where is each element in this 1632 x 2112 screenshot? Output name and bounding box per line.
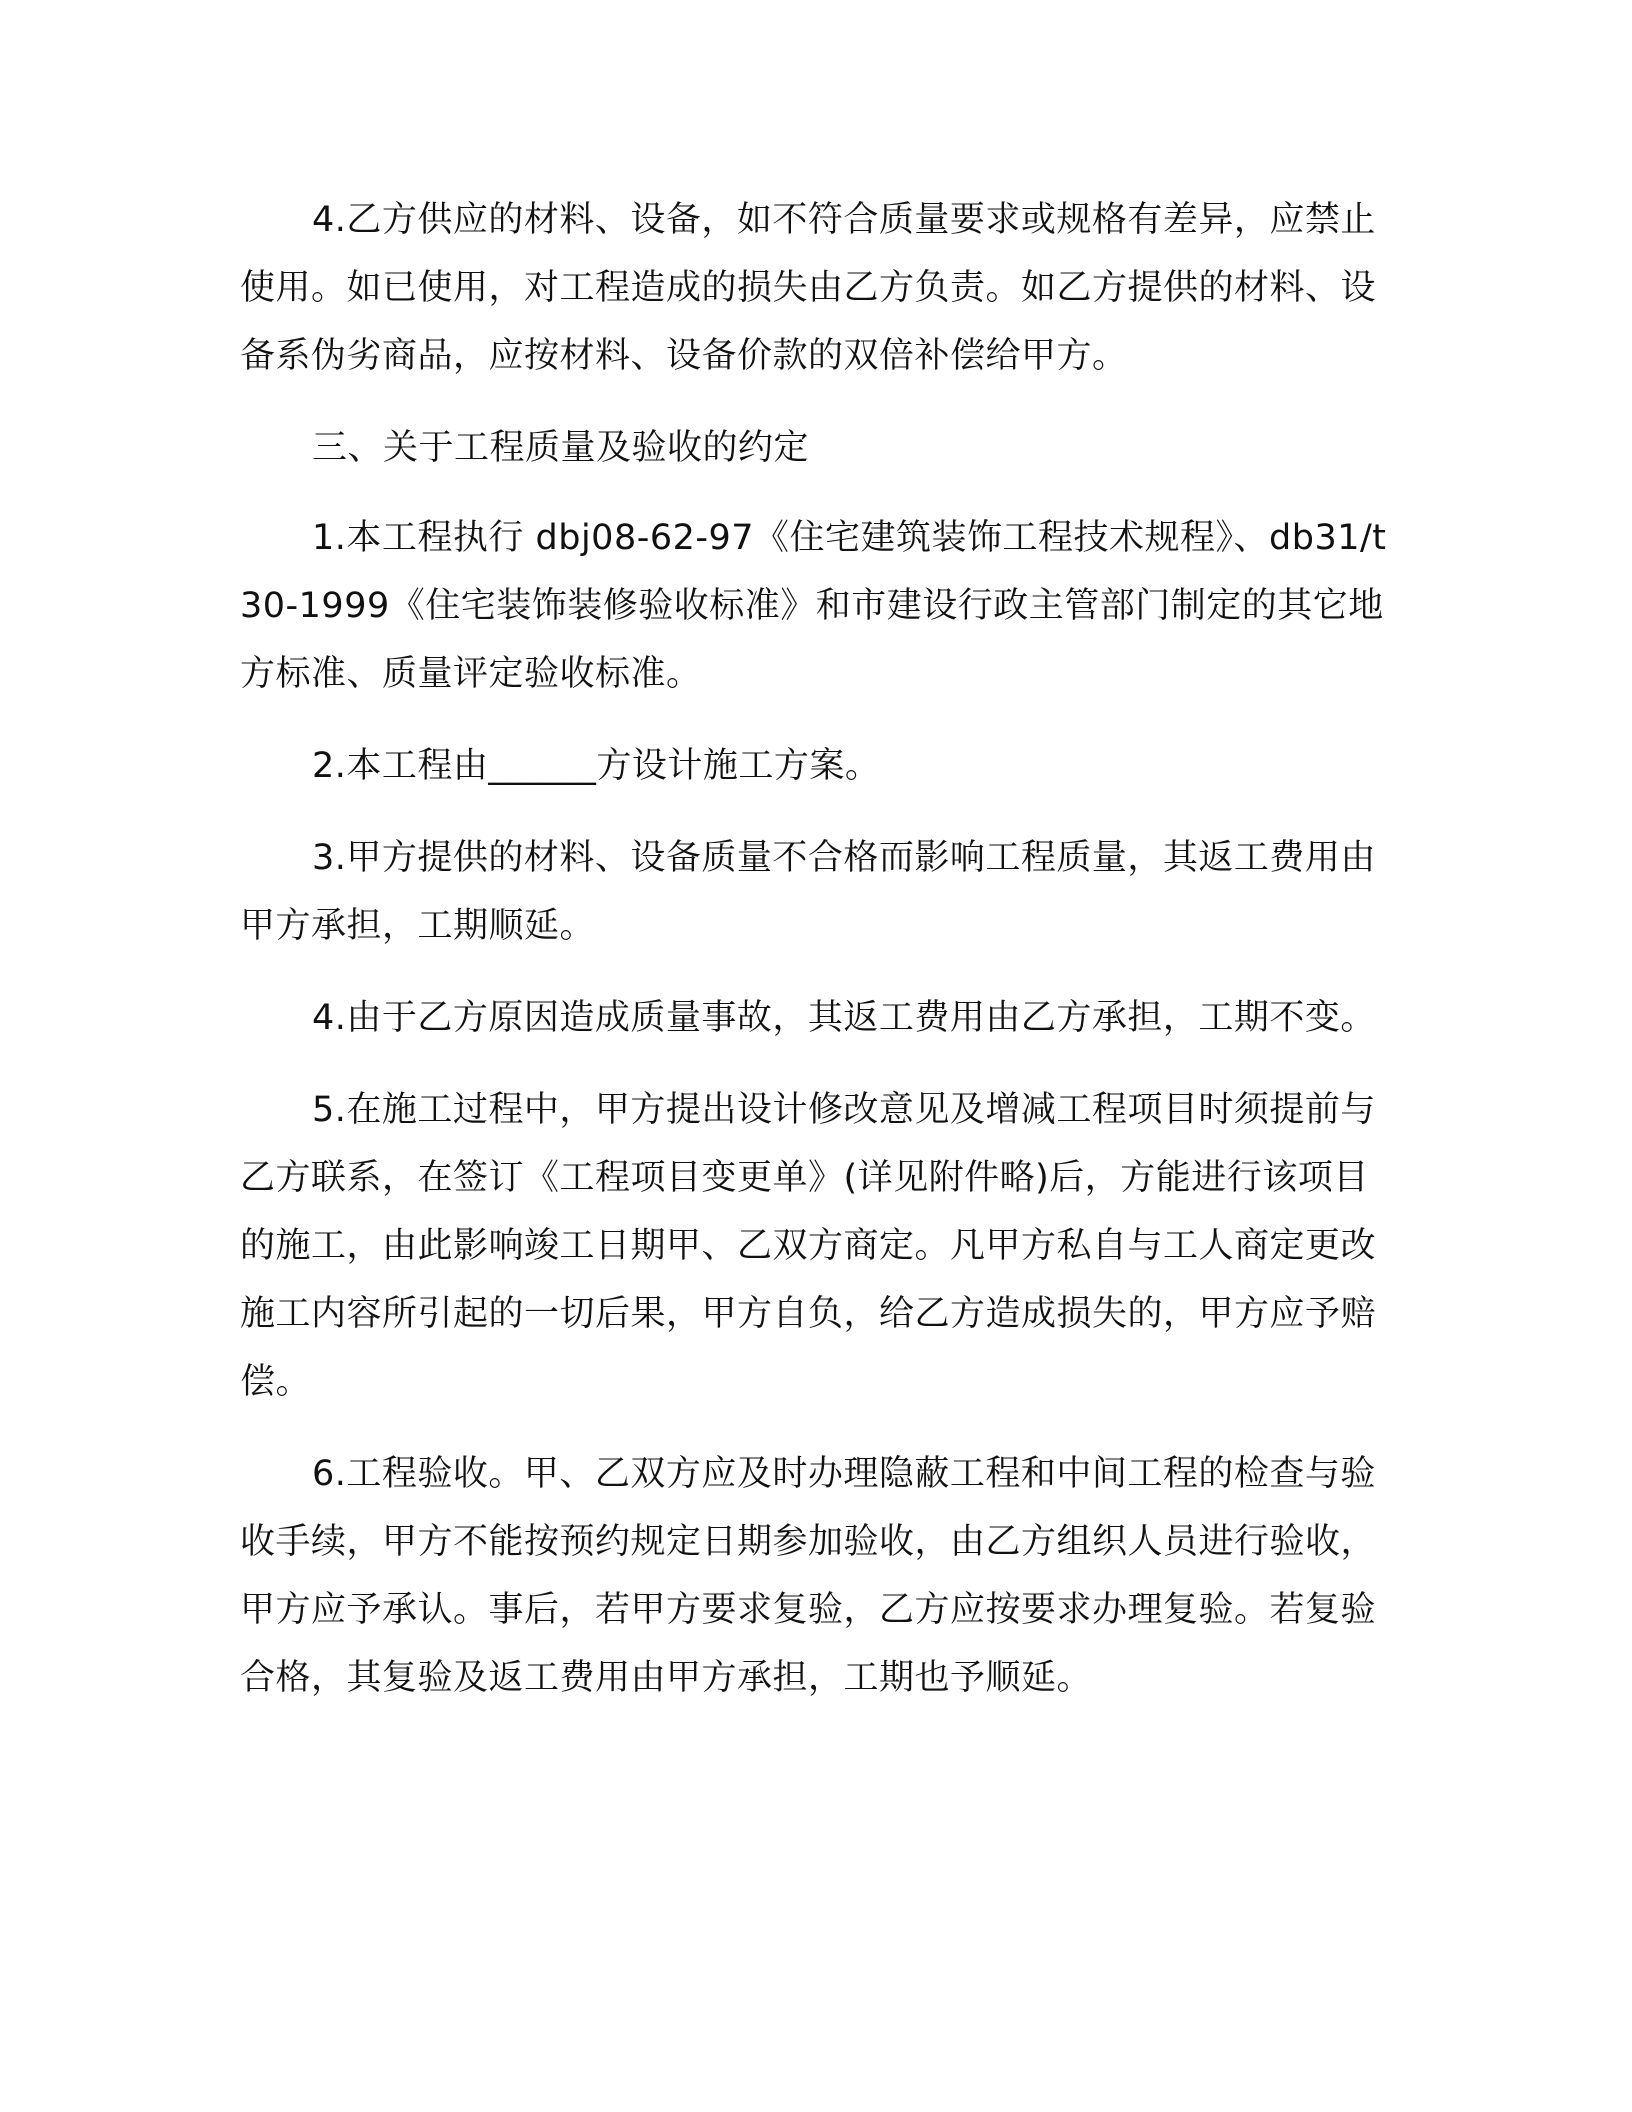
paragraph-project-acceptance: 6.工程验收。甲、乙双方应及时办理隐蔽工程和中间工程的检查与验收手续，甲方不能按预约规定日期参加验收，由乙方组织人员进行验收，甲方应予承认。事后，若甲方要求复验，乙方应按要求办理复验。若复验合格，其复验及返工费用由甲方承担，工期也予顺延。	[240, 1454, 1377, 1698]
paragraph-party-b-accident: 4.由于乙方原因造成质量事故，其返工费用由乙方承担，工期不变。	[312, 998, 1376, 1038]
paragraph-design-changes: 5.在施工过程中，甲方提出设计修改意见及增减工程项目时须提前与乙方联系，在签订《工程项目变更单》(详见附件略)后，方能进行该项目的施工，由此影响竣工日期甲、乙双方商定。凡甲方私自与工人商定更改施工内容所引起的一切后果，甲方自负，给乙方造成损失的，甲方应予赔偿。	[240, 1090, 1377, 1402]
paragraph-party-a-materials: 3.甲方提供的材料、设备质量不合格而影响工程质量，其返工费用由甲方承担，工期顺延。	[240, 838, 1376, 946]
paragraph-supplier-materials: 4.乙方供应的材料、设备，如不符合质量要求或规格有差异，应禁止使用。如已使用，对工程造成的损失由乙方负责。如乙方提供的材料、设备系伪劣商品，应按材料、设备价款的双倍补偿给甲方。	[240, 200, 1377, 376]
paragraph-design-plan: 2.本工程由______方设计施工方案。	[312, 746, 881, 786]
document-page	[240, 186, 1390, 1712]
paragraph-standards: 1.本工程执行 dbj08-62-97《住宅建筑装饰工程技术规程》、db31/t30-1999《住宅装饰装修验收标准》和市建设行政主管部门制定的其它地方标准、质量评定验收标准。	[240, 518, 1387, 694]
section-heading-quality-acceptance: 三、关于工程质量及验收的约定	[312, 428, 810, 468]
